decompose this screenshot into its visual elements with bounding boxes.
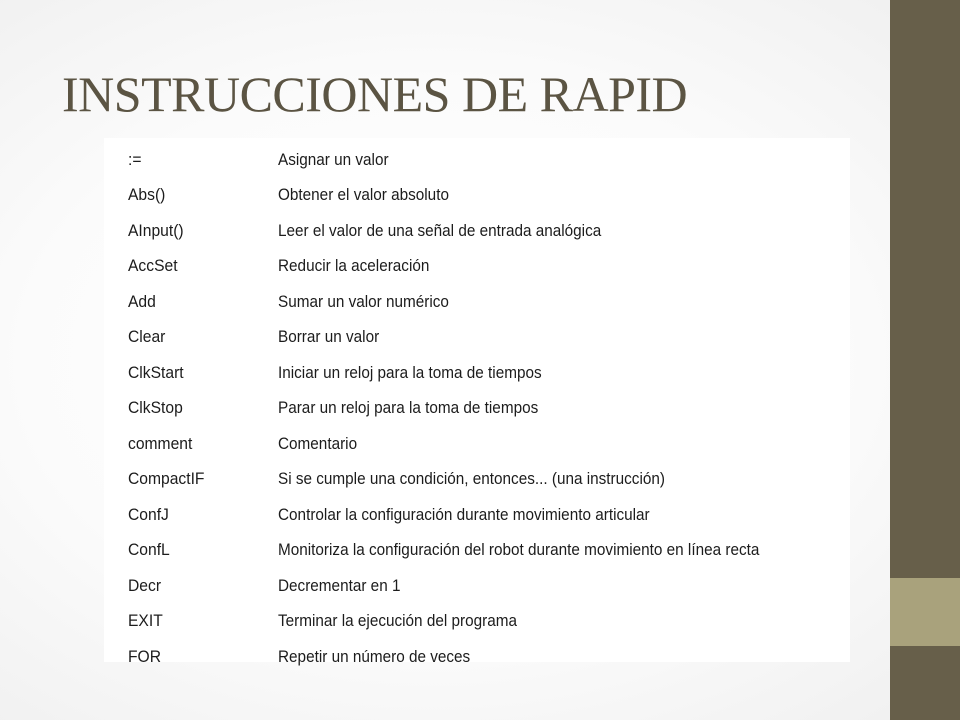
instruction-row [128,213,813,249]
instruction-row [128,178,813,214]
instruction-row [128,249,813,285]
instruction-row [128,284,813,320]
instruction-command: ClkStop [128,398,183,418]
side-decor-accent [890,578,960,646]
instruction-row [128,426,813,462]
instruction-description: Sumar un valor numérico [278,291,449,311]
instruction-description: Reducir la aceleración [278,256,430,276]
instruction-description: Comentario [278,433,358,453]
slide-title: INSTRUCCIONES DE RAPID [62,66,688,122]
instruction-description: Controlar la configuración durante movimiento articular [278,504,650,524]
instruction-command: ClkStart [128,362,184,382]
instruction-command: FOR [128,646,162,666]
instruction-command: ConfL [128,540,170,560]
instruction-row [128,604,813,640]
instruction-row [128,142,813,178]
instruction-row [128,497,813,533]
instruction-description: Asignar un valor [278,149,389,169]
instruction-description: Iniciar un reloj para la toma de tiempos [278,362,542,382]
instruction-description: Obtener el valor absoluto [278,185,449,205]
instruction-description: Decrementar en 1 [278,575,401,595]
instruction-row [128,355,813,391]
instruction-description: Repetir un número de veces [278,646,471,666]
instruction-row [128,533,813,569]
instruction-row [128,462,813,498]
instruction-row [128,391,813,427]
instruction-command: := [128,149,142,169]
instruction-description: Monitoriza la configuración del robot durante movimiento en línea recta [278,540,760,560]
instruction-command: Clear [128,327,166,347]
instructions-table [128,142,813,675]
instruction-row [128,320,813,356]
instruction-command: AInput() [128,220,184,240]
instruction-command: Decr [128,575,162,595]
instructions-table-image [104,138,850,666]
instruction-row [128,568,813,604]
instruction-command: EXIT [128,611,163,631]
instruction-description: Parar un reloj para la toma de tiempos [278,398,539,418]
instruction-description: Terminar la ejecución del programa [278,611,517,631]
instruction-description: Leer el valor de una señal de entrada analógica [278,220,602,240]
instruction-command: AccSet [128,256,178,276]
instruction-description: Si se cumple una condición, entonces... (una instrucción) [278,469,665,489]
instruction-command: comment [128,433,193,453]
instruction-command: ConfJ [128,504,169,524]
instruction-description: Borrar un valor [278,327,380,347]
instruction-command: Abs() [128,185,166,205]
instruction-command: Add [128,291,156,311]
instruction-command: CompactIF [128,469,205,489]
instruction-row [128,639,813,675]
